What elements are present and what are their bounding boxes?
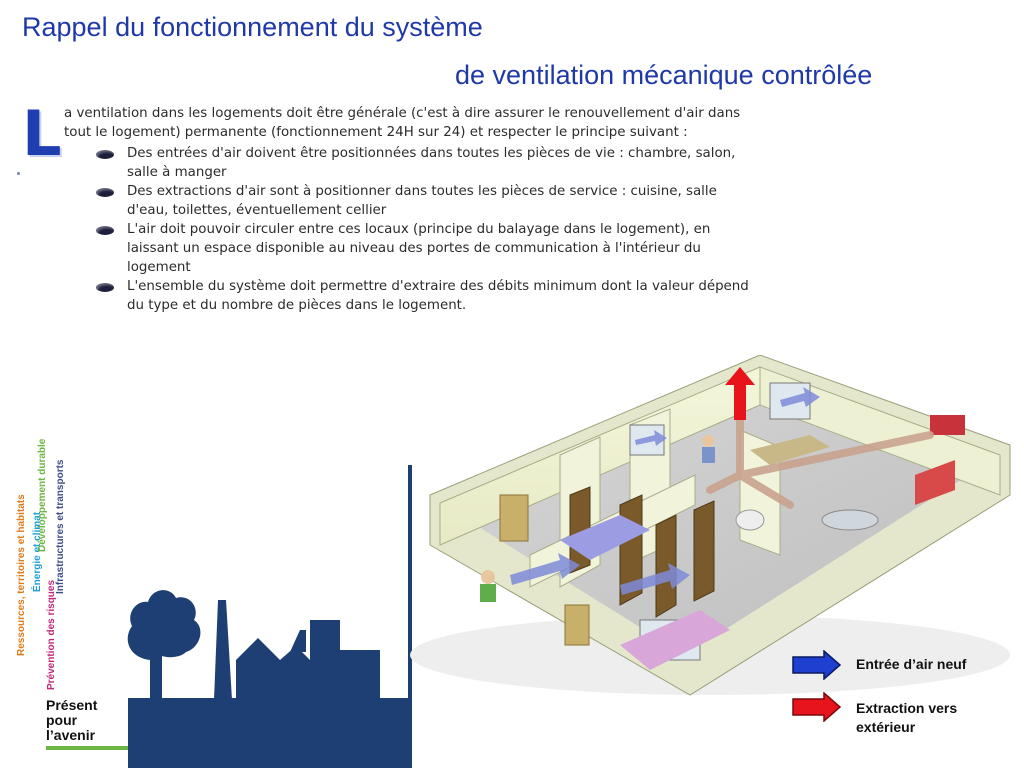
list-item: [94, 182, 762, 220]
theme-text: Infrastructures et transports: [55, 459, 66, 594]
logo-line: pour: [46, 712, 78, 728]
decorative-dot: [17, 172, 20, 175]
list-item: [94, 220, 762, 277]
logo-line: Présent: [46, 697, 98, 713]
page-title-line2: de ventilation mécanique contrôlée: [455, 60, 873, 90]
legend-extraction-line: Extraction vers: [856, 700, 958, 716]
logo-line: l’avenir: [46, 727, 96, 743]
logo-underline: [46, 746, 128, 750]
theme-text: Prévention des risques: [46, 579, 57, 690]
bullet-icon: [96, 188, 114, 197]
body-text: [22, 97, 762, 315]
theme-text: Développement durable: [37, 438, 48, 552]
theme-label-developpement: [37, 439, 48, 552]
legend-extraction-label: [856, 699, 957, 737]
bullet-icon: [96, 283, 114, 292]
extraction-arrow-icon: [792, 692, 842, 722]
bullet-text: L'ensemble du système doit permettre d'extraire des débits minimum dont la valeur dépend du type et du nombre de pièces dans le logement.: [127, 279, 749, 313]
logo-present-pour-avenir: [46, 698, 126, 743]
list-item: [94, 144, 762, 182]
legend-entry-label: Entrée d’air neuf: [856, 656, 967, 672]
bullet-text: L'air doit pouvoir circuler entre ces locaux (principe du balayage dans le logement), en laissant un espace disponible au niveau des portes de communication à l'intérieur du logement: [127, 222, 711, 275]
fresh-air-arrow-icon: [792, 650, 842, 680]
theme-text: Ressources, territoires et habitats: [16, 494, 27, 656]
house-ventilation-illustration: [410, 355, 1024, 700]
intro-paragraph: a ventilation dans les logements doit être générale (c'est à dire assurer le renouvellement d'air dans tout le logement) permanente (fonctionnement 24H sur 24) et respecter le principe suivant :: [64, 106, 741, 140]
list-item: [94, 277, 762, 315]
bullet-text: Des extractions d'air sont à positionner dans toutes les pièces de service : cuisine, salle d'eau, toilettes, éventuellement cellier: [127, 184, 717, 218]
page-title-line1: Rappel du fonctionnement du système: [22, 12, 483, 42]
bullet-text: Des entrées d'air doivent être positionnées dans toutes les pièces de vie : chambre, salon, salle à manger: [127, 146, 736, 180]
bullet-icon: [96, 226, 114, 235]
bullet-list: [22, 144, 762, 315]
theme-text: Énergie et climat: [32, 511, 43, 592]
drop-cap: L: [22, 97, 62, 170]
legend-extraction-line: extérieur: [856, 719, 916, 735]
bullet-icon: [96, 150, 114, 159]
